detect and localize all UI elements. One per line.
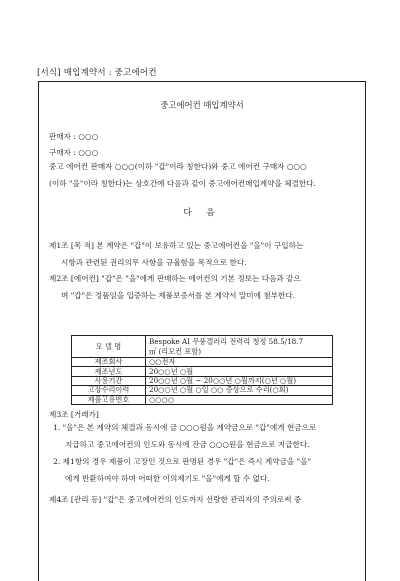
section-heading: 다 음 bbox=[183, 208, 221, 218]
article-2-line: 며 "갑"은 정품임을 입증하는 제품보증서를 본 계약서 말미에 첨부한다. bbox=[61, 291, 296, 300]
article-3-item-2 bbox=[53, 453, 365, 487]
article-3-heading: 제3조 [거래가] bbox=[49, 410, 99, 419]
article-3-line: 에게 반환하여야 하며 어떠한 이의제기도 "을"에게 할 수 없다. bbox=[65, 474, 270, 483]
intro-paragraph bbox=[49, 158, 361, 192]
table-row bbox=[72, 395, 333, 404]
intro-line: (이하 "을"이라 칭한다)는 상호간에 다음과 같이 중고에어컨매입계약을 체결한다. bbox=[49, 179, 316, 188]
article-1-line: 제1조 [목 적] 본 계약은 "갑"이 보유하고 있는 중고에어컨을 "을"이 구입하는 bbox=[49, 241, 304, 250]
intro-line: 중고 에어컨 판매자 ○○○(이하 "갑"이라 칭한다)와 중고 에어컨 구매자 ○○○ bbox=[49, 162, 307, 171]
article-1 bbox=[49, 237, 361, 271]
article-3-line: 1. "을"은 본 계약의 체결과 동시에 금 ○○○원을 계약금으로 "갑"에게 현금으로 bbox=[53, 423, 317, 432]
spec-value bbox=[146, 336, 333, 358]
table-row bbox=[72, 336, 333, 358]
table-row bbox=[72, 386, 333, 395]
aircon-spec-table bbox=[71, 335, 333, 405]
table-row bbox=[72, 367, 333, 376]
spec-value-line: ㎡ (리모컨 포함) bbox=[149, 346, 202, 356]
spec-label: 모 델 명 bbox=[72, 336, 146, 358]
article-2 bbox=[49, 270, 361, 304]
document-title: 중고에어컨 매입계약서 bbox=[160, 100, 244, 110]
spec-label: 제조년도 bbox=[72, 367, 146, 376]
spec-label: 사용기간 bbox=[72, 376, 146, 385]
article-2-line: 제2조 [에어컨] "갑"은 "을"에게 판매하는 에어컨의 기본 정보는 다음과 같으 bbox=[49, 274, 301, 283]
table-row bbox=[72, 358, 333, 367]
spec-label: 제품고유번호 bbox=[72, 395, 146, 404]
article-4: 제4조 [관리 등] "갑"은 중고에어컨의 인도까지 선량한 관리자의 주의로써 중 bbox=[49, 495, 302, 504]
article-1-line: 시항과 관련된 권리의무 사항을 규율함을 목적으로 한다. bbox=[61, 258, 247, 267]
spec-label: 고장수리이력 bbox=[72, 386, 146, 395]
spec-value: ○○전자 bbox=[146, 358, 333, 367]
spec-label: 제조회사 bbox=[72, 358, 146, 367]
contract-document bbox=[38, 81, 366, 581]
spec-value-line: Bespoke AI 무풍갤러리 전력리 청정 58.5/18.7 bbox=[149, 336, 304, 346]
form-label: [서식] 매입계약서 : 중고에어컨 bbox=[37, 68, 157, 78]
buyer-line: 구매자 : ○○○ bbox=[49, 148, 99, 157]
seller-line: 판매자 : ○○○ bbox=[49, 132, 99, 141]
table-row bbox=[72, 376, 333, 385]
spec-value: ○○○○ bbox=[146, 395, 333, 404]
spec-value: 20○○년 ○월 ○일 ○○ 증상으로 수리(○회) bbox=[146, 386, 333, 395]
article-3-item-1 bbox=[53, 419, 365, 453]
spec-value: 20○○년 ○월 ~ 20○○년 ○월까지(○년 ○월) bbox=[146, 376, 333, 385]
spec-value: 20○○년 ○월 bbox=[146, 367, 333, 376]
article-3-line: 지급하고 중고에어컨의 인도와 동시에 잔금 ○○○원을 현금으로 지급한다. bbox=[65, 440, 310, 449]
article-3-line: 2. 제1항의 경우 제품이 고장인 것으로 판명된 경우 "갑"은 즉시 계약금을 "을" bbox=[53, 457, 311, 466]
